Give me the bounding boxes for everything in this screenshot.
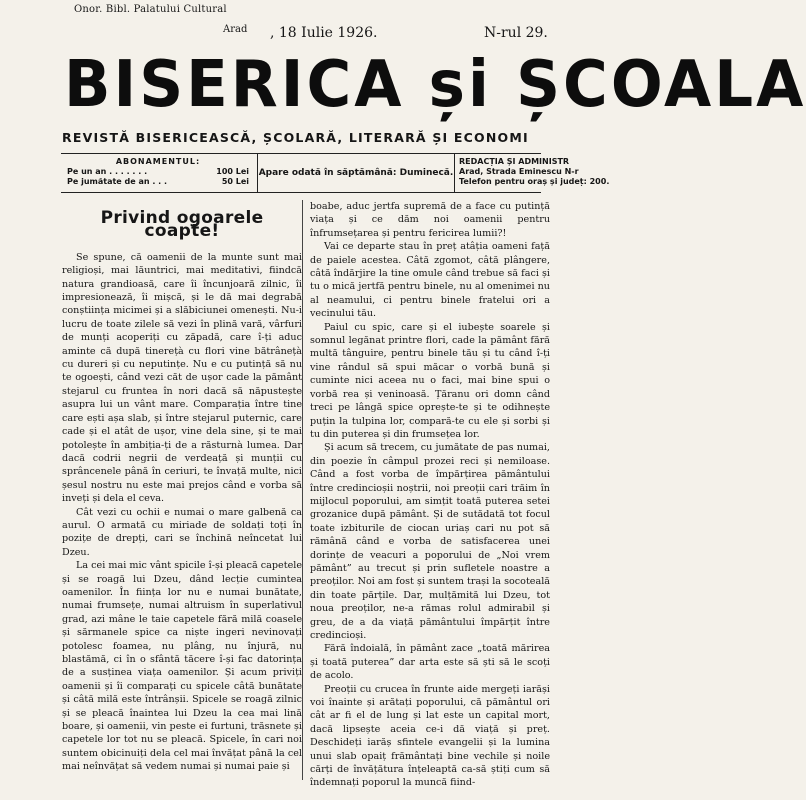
subscription-row [67,177,249,187]
subscription-price: 50 Lei [221,177,249,186]
masthead-subtitle: REVISTĂ BISERICEASCĂ, ȘCOLARĂ, LITERARĂ ȘI ECONOMI [62,130,529,145]
article-paragraph: Paiul cu spic, care și el iubește soarele și somnul legănat printre flori, cade la pământ fără multă tânguire, pentru binele tău și tu când î-ți vine rândul să spui măcar o vorbă bună și cuminte nici aceea nu o faci, mai bine spui o vorbă rea și veninoasă. Țăranu ori domn când treci pe lângă spice oprește-te și te odihnește puțin la tulpina lor, compară-te cu ele și sorbi și tu din puterea și din frumsețea lor. [310,321,550,440]
info-strip [61,153,610,193]
article-paragraph: Preoții cu crucea în frunte aide mergeți iarăși voi înainte și arătați poporului, că pământul ori cât ar fi el de lung și lat este un capital mort, dacă lipsește aceia ce-i dă viață și preț. Deschideți iarăș sfintele evangelii și la lumina unui slab opaiț frământați bine vechile și noile cărți de învățătura înțeleaptă ca-să știți cum să îndemnați poporul la muncă fiind- [310,683,550,789]
article-paragraph: Și acum să trecem, cu jumătate de pas numai, din poezie în câmpul prozei reci și nemiloase. Când a fost vorba de împărțirea pământului între credincioșii noștrii, noi preoții cari trăim în mijlocul poporului, am simțit toată puterea setei grozanice după pământ. Și de sutădată tot focul toate izbiturile de ciocan uriaș cari nu pot să rămână când e vorba de satisfacerea unei dorințe de veacuri a poporului de „Noi vrem pământ” au trecut și prin sufletele noastre a preoților. Noi am fost și suntem trași la socoteală din toate părțile. Dar, mulțămită lui Dzeu, tot noua preoților, ne-a rămas rolul admirabil și greu, de a da viață pământului împărțit între credincioși. [310,442,550,641]
editorial-box [459,157,610,187]
article-paragraph: boabe, aduc jertfa supremă de a face cu putință viața și ce dăm noi oamenii pentru înfrumsețarea și pentru fericirea lumii?! [310,201,550,239]
library-stamp: Onor. Bibl. Palatului Cultural [74,4,227,15]
article-column-left [62,200,302,774]
column-divider [302,200,303,780]
article-paragraph: Fără îndoială, în pământ zace „toată mărirea și toată puterea” dar arta este să ști să le scoți de acolo. [310,643,550,682]
subscription-row [67,167,249,177]
issue-number: N-rul 29. [484,25,548,41]
stamp-city: Arad [223,24,248,35]
editorial-address: Arad, Strada Eminescu N-r [459,167,579,176]
subscription-price: 100 Lei [216,167,249,176]
editorial-phone: Telefon pentru oraș și județ: 200. [459,177,610,186]
article-title: Privind ogoarele coapte! [100,208,264,242]
article-column-right [310,200,550,790]
article-paragraph: La cei mai mic vânt spicile î-și pleacă capetele și se roagă lui Dzeu, dând lecție cumintea oamenilor. În ființa lor nu e numai bunătate, numai frumsețe, numai altruism în superlativul grad, azi mâne le taie capetele fără milă coasele și sărmanele spice ca niște ingeri nevinovați potolesc foamea, nu plâng, nu înjură, nu blastămă, ci în o sfântă tăcere î-și fac datorința de a susținea viața oamenilor. Și acum priviți oamenii și îi comparați cu spicele câtă bunătate și câtă milă este întrânșii. Spicele se roagă zilnic și se pleacă înaintea lui Dzeu la cea mai lină boare, și oamenii, vin peste ei furtuni, trăsnete și capetele lor tot nu se pleacă. Spicele, în cari noi suntem obicinuiți dela cel mai învățat până la cel mai neînvățat să vedem numai și numai paie și [62,560,302,773]
masthead-title: BISERICA și ȘCOALA [64,47,806,122]
subscription-label: Pe jumătate de an . . . [67,177,168,186]
subscription-label: Pe un an . . . . . . . [67,167,148,176]
article-paragraph: Cât vezi cu ochii e numai o mare galbenă ca aurul. O armată cu miriade de soldați toți în pozițe de drepți, cari se închină neîncetat lui Dzeu. [62,506,302,558]
editorial-line: REDACȚIA ȘI ADMINISTR [459,157,570,166]
subscription-heading: ABONAMENTUL: [115,157,201,166]
article-paragraph: Vai ce departe stau în preț atâția oameni față de paiele acestea. Câtă zgomot, câtă plângere, câtă îndărjire la tine omule când trebue să faci și tu o mică jertfă pentru binele, nu al omenimei nu al neamului, ci pentru binele fratelui ori a vecinului tău. [310,241,550,320]
article-paragraph: Se spune, că oamenii de la munte sunt mai religioși, mai lăuntrici, mai meditativi, fiindcă natura grandioasă, care îi încunjoară zilnic, îi impresionează, îi mișcă, și le dă mai degrabă conștiința micimei și a slăbiciunei omenești. Nu-i lucru de toate zilele să vezi în plină vară, vârfuri de munți acoperiți cu zăpadă, care î-ți aduc aminte că după tinerețà cu flori vine bătrânețà cu dureri și cu neputințe. Nu e cu putință să nu te ogoești, când vezi căt de ușor cade la pământ stejarul cu fruntea în nori dacă să năpustește asupra lui un vânt mare. Comparația între tine care ești așa slab, și între stejarul puternic, care cade și el atât de ușor, vine dela sine, și te mai potolește în ambiția-ți de a răsturnà lumea. Dar dacă codrii negrii de verdeață și munții cu sprâncenele până în ceriuri, te învață multe, nici șesul nostru nu este mai prejos când e vorba să inveți și dela el ceva. [62,251,302,505]
subscription-box [67,157,249,187]
issue-date: , 18 Iulie 1926. [270,25,378,41]
publication-frequency: Apare odată în săptămână: Duminecă. [257,154,455,192]
